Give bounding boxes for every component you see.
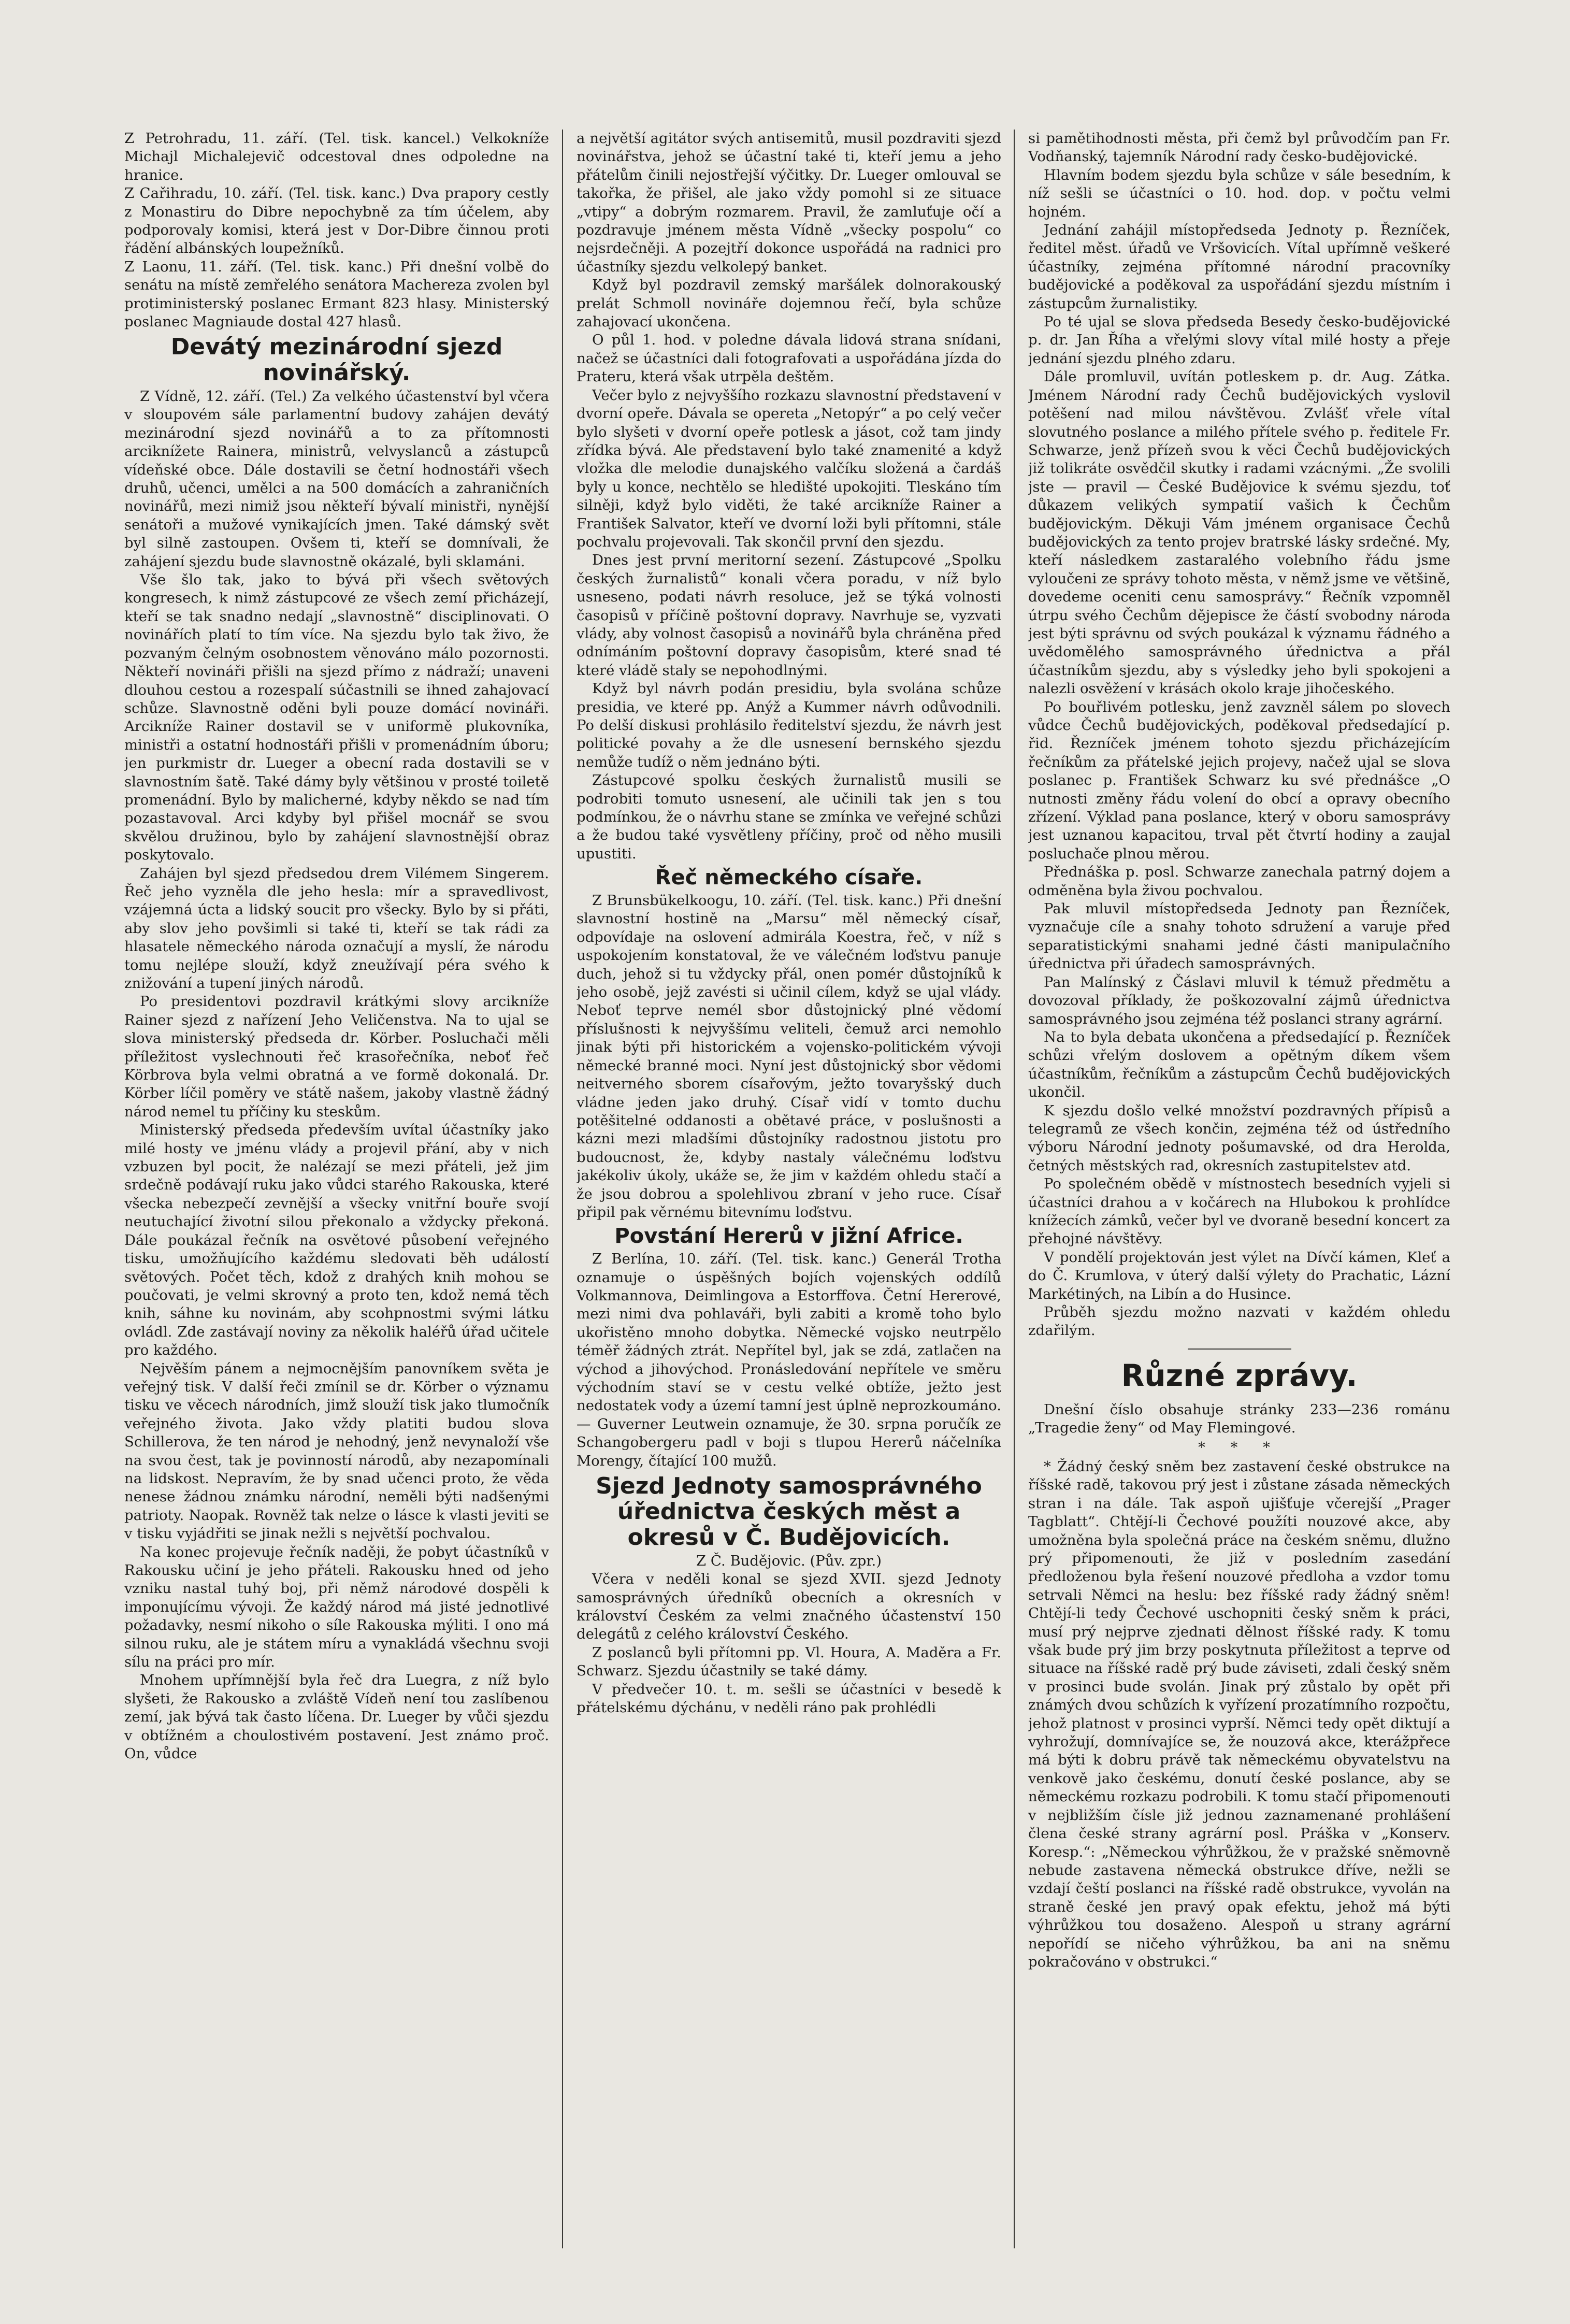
column-2 [577, 130, 1001, 2264]
article-paragraph: a největší agitátor svých antisemitů, musil pozdraviti sjezd novinářstva, jehož se účastní také ti, kteří jemu a jeho přátelům činili nejostřejší výčitky. Dr. Lueger omlouval se takořka, že přišel, ale jako vždy pomohl si ze situace „vtipy“ a dobrým rozmarem. Pravil, že zamluťuje očí a pozdravuje jménem města Vídně „všecky pospolu“ co nejsrdečněji. A pozejtří dokonce uspořádá na radnici pro účastníky sjezdu velkolepý banket. [577, 130, 1001, 275]
news-item: Z Cařihradu, 10. září. (Tel. tisk. kanc.) Dva prapory cestly z Monastiru do Dibre nepochybně za tím účelem, aby podporovaly komisi, která jest v Dor-Dibre činnou proti řádění albánských loupežníků. [124, 185, 549, 257]
article-paragraph: Večer bylo z nejvyššího rozkazu slavnostní představení v dvorní opeře. Dávala se opereta „Netopýr“ a po celý večer bylo slyšeti v dvorní opeře potlesk a jásot, což tam jindy zřídka bývá. Ale představení bylo také znamenité a když vložka dle melodie dunajského valčíku složená a čardáš byly u konce, nechtělo se hledišté upokojiti. Tleskáno tím silněji, když bylo viděti, že také arcikníže Rainer a František Salvator, kteří ve dvorní loži byli přítomni, stále pochvalu projevovali. Tak skončil první den sjezdu. [577, 386, 1001, 550]
article-paragraph: Na konec projevuje řečník naději, že pobyt účastníků v Rakousku učiní je jeho přáteli. Rakousku hned od jeho vzniku nastal tuhý boj, při němž národové dospěli k imponujícímu vývoji. Že každý národ má jisté jednotlivé požadavky, nesmí nikoho o síle Rakouska mýliti. I ono má silnou ruku, ale je státem míru a vynakládá všechnu svoji sílu na práci pro mír. [124, 1543, 549, 1671]
column-3 [1028, 130, 1450, 2264]
section-divider [1188, 1349, 1291, 1350]
article-paragraph: Zahájen byl sjezd předsedou drem Vilémem Singerem. Řeč jeho vyzněla dle jeho hesla: mír a spravedlivost, vzájemná úcta a lidský soucit pro všecky. Bylo by si přáti, aby slov jeho povšimli si také ti, kteří se tak rádi za hlasatele německého národa označují a myslí, že národu tomu nejlépe slouží, když zneužívají péra svého k znižování a tupení jiných národů. [124, 865, 549, 992]
heading-emperor-speech: Řeč německého císaře. [655, 866, 923, 890]
article-paragraph: Po té ujal se slova předseda Besedy česko-budějovické p. dr. Jan Říha a vřelými slovy vítal milé hosty a přeje jednání sjezdu plného zdaru. [1028, 313, 1450, 367]
article-paragraph: * Žádný český sněm bez zastavení české obstrukce na říšské radě, takovou prý jest i zůstane zásada německých stran i na dále. Tak aspoň ujišťuje včerejší „Prager Tagblatt“. Chtějí-li Čechové použíti nouzové akce, aby umožněna byla společná práce na českém sněmu, dlužno prý připomenouti, že již v posledním zasedání předloženou byla řešení nouzové předloha a vzdor tomu setrvali Němci na heslu: bez říšské rady žádný sněm! Chtějí-li tedy Čechové uschopniti český sněm k práci, musí prý nejprve zjednati dělnost říšské rady. K tomu však bude prý jim brzy poskytnuta příležitost a teprve od situace na říšské radě prý bude záviseti, zdali český sněm v prosinci bude svolán. Jinak prý zůstalo by opět při známých dvou schůzích k vyřízení prozatímního rozpočtu, jehož platnost v prosinci vyprší. Němci tedy opět diktují a vyhrožují, domnívajíce se, že nouzová akce, kterážpřece má býti k dobru právě tak německému obyvatelstvu na venkově jako českému, donutí české poslance, aby se německému rozkazu podrobili. K tomu stačí připomenouti v nejbližším čísle již jednou zaznamenané prohlášení člena české strany agrární posl. Práška v „Konserv. Koresp.“: „Německou výhrůžkou, že v pražské sněmovně nebude zastavena německá obstrukce dříve, nežli se vzdají čeští poslanci na říšské radě obstrukce, vyvolán na straně české jen pravý opak efektu, jehož má býti výhrůžkou tou dosaženo. Alespoň u strany agrární nepořídí se ničeho výhrůžkou, ba ani na sněmu pokračováno v obstrukci.“ [1028, 1458, 1450, 1970]
article-paragraph: Mnohem upřímnější byla řeč dra Luegra, z níž bylo slyšeti, že Rakousko a zvláště Vídeň není tou zaslíbenou zemí, jak bývá tak často líčena. Dr. Lueger by vůči sjezdu v obtížném a choulostivém postavení. Jest známo proč. On, vůdce [124, 1672, 549, 1762]
article-paragraph: Průběh sjezdu možno nazvati v každém ohledu zdařilým. [1028, 1304, 1450, 1339]
column-divider [1014, 130, 1015, 2248]
article-paragraph: O půl 1. hod. v poledne dávala lidová strana snídani, načež se účastníci dali fotografovati a uspořádána jízda do Prateru, která však utrpěla deštěm. [577, 332, 1001, 385]
article-paragraph: Vše šlo tak, jako to bývá při všech světových kongresech, k nimž zástupcové ze všech zemí přicházejí, kteří se tak snadno nedají „slavnostně“ disciplinovati. O novinářích platí to tím více. Na sjezdu bylo tak živo, že pozvaným čelným osobnostem věnováno málo pozornosti. Někteří novináři přišli na sjezd přímo z nádraží; unaveni dlouhou cestou a rozespalí súčastnili se ihned zahajovací schůze. Slavnostně oděni byli pouze domácí novináři. Arcikníže Rainer dostavil se v uniformě plukovníka, ministři a ostatní hodnostáři přišli v promenádním úboru; jen purkmistr dr. Lueger a obecní rada dostavili se v slavnostním šatě. Také dámy byly většinou v prosté toiletě promenádní. Bylo by malicherné, kdyby někdo se nad tím pozastavoval. Arci kdyby byl přišel mocnář se svou skvělou družinou, bylo by zahájení slavnostnější obraz poskytovalo. [124, 571, 549, 864]
column-divider [562, 130, 563, 2248]
newspaper-page [124, 130, 1450, 2264]
article-paragraph: Z Brunsbükelkoogu, 10. září. (Tel. tisk. kanc.) Při dnešní slavnostní hostině na „Marsu“ měl německý císař, odpovídaje na oslovení admirála Koestra, řeč, v níž s uspokojením konstatoval, že ve válečném loďstvu panuje duch, jehož si tu vždycky přál, onen pomér důstojníků k jeho osobě, jejž zavésti si učinil cílem, když se ujal vlády. Neboť teprve nemél sbor důstojnický plné vědomí příslušnosti k nejvyššímu veliteli, čemuž arci nemohlo jinak býti při historickém a vojensko-politickém vývoji německé branné moci. Nyní jest důstojnický sbor vědomi neitverného sborem císařovým, ježto tovaryšský duch vládne jeden jako druhý. Císař vidí v tomto duchu potěšitelné oddanosti a obětavé práce, v poslušnosti a kázni mezi mladšími důstojníky radostnou jistotu pro budoucnost, že, kdyby nastaly válečnému loďstvu jakékoliv úkoly, ukáže se, že jim v každém ohledu stačí a že jsou dobrou a spolehlivou zbraní v jeho ruce. Císař připil pak věrnému bitevnímu loďstvu. [577, 892, 1001, 1221]
news-item: Z Laonu, 11. září. (Tel. tisk. kanc.) Při dnešní volbě do senátu na místě zemřelého senátora Machereza zvolen byl protiministerský poslanec Ermant 823 hlasy. Ministerský poslanec Magniaude dostal 427 hlasů. [124, 258, 549, 331]
article-paragraph: Z poslanců byli přítomni pp. Vl. Houra, A. Maděra a Fr. Schwarz. Sjezdu účastnily se také dámy. [577, 1644, 1001, 1680]
news-item: Z Petrohradu, 11. září. (Tel. tisk. kancel.) Velkokníže Michajl Michalejevič odcestoval dnes odpoledne na hranice. [124, 130, 549, 183]
article-paragraph: Pak mluvil místopředseda Jednoty pan Řezníček, vyznačuje cíle a snahy tohoto sdružení a varuje před separatistickými snahami jedné části manipulačního úřednictva při úřadech samosprávných. [1028, 900, 1450, 972]
article-paragraph: Dnešní číslo obsahuje stránky 233—236 románu „Tragedie ženy“ od May Flemingové. [1028, 1401, 1450, 1437]
article-paragraph: si pamětihodnosti města, při čemž byl průvodčím pan Fr. Vodňanský, tajemník Národní rady česko-budějovické. [1028, 130, 1450, 165]
article-paragraph: V pondělí projektován jest výlet na Dívčí kámen, Kleť a do Č. Krumlova, v úterý další výlety do Prachatic, Lázní Markétiných, na Libín a do Husince. [1028, 1249, 1450, 1302]
article-paragraph: Z Vídně, 12. září. (Tel.) Za velkého účastenství byl včera v sloupovém sále parlamentní budovy zahájen devátý mezinárodní sjezd novinářů a to za přítomnosti arciknížete Rainera, ministrů, velvyslanců a zástupců vídeňské obce. Dále dostavili se četní hodnostáři všech druhů, učenci, umělci a na 500 domácích a zahraničních novinářů, mezi nimiž jsou někteří bývalí ministři, nynější senátoři a mužové vynikajících jmen. Také dámský svět byl silně zastoupen. Ovšem ti, kteří se domnívali, že zahájení sjezdu bude slavnostně okázalé, byli sklamáni. [124, 388, 549, 570]
article-byline: Z Č. Budějovic. (Pův. zpr.) [696, 1552, 882, 1569]
heading-officials-congress: Sjezd Jednoty samosprávného úřednictva českých měst a okresů v Č. Budějovicích. [596, 1473, 982, 1551]
article-paragraph: Ministerský předseda především uvítal účastníky jako milé hosty ve jménu vlády a projevil přání, aby v nich vzbuzen byl pocit, že nalézají se mezi přáteli, jež jim srdečně podávají ruku jako vůdci starého Rakouska, které všecka nebezpečí zevnější a všecky vnitřní bouře svojí neutuchající životní silou překonalo a vždycky překoná. Dále poukázal řečník na osvětové působení veřejného tisku, umožňujícího každému sledovati běh událostí světových. Počet těch, kdož z drahých knih mohou se poučovati, je velmi skrovný a proto ten, kdož nemá těch knih, sáhne ku novinám, aby scohpnostmi svými látku ovládl. Zde zastávají noviny za několik haléřů úřad učitele pro každého. [124, 1122, 549, 1359]
article-paragraph: Pan Malínský z Čáslavi mluvil k témuž předmětu a dovozoval příklady, že poškozovalní zájmů úřednictva samosprávného jsou zejména též poslanci strany agrární. [1028, 973, 1450, 1027]
article-paragraph: Když byl návrh podán presidiu, byla svolána schůze presidia, ve které pp. Anýž a Kummer návrh odůvodnili. Po delší diskusi prohlásilo ředitelství sjezdu, že návrh jest politické povahy a že dle usnesení bernského sjezdu nemůže tudíž o něm jednáno býti. [577, 680, 1001, 770]
article-paragraph: Přednáška p. posl. Schwarze zanechala patrný dojem a odměněna byla živou pochvalou. [1028, 864, 1450, 899]
article-paragraph: Dále promluvil, uvítán potleskem p. dr. Aug. Zátka. Jménem Národní rady Čechů budějovických vyslovil potěšení nad milou návštěvou. Zvlášť vřele vítal slovutného poslance a milého přítele svého p. ředitele Fr. Schwarze, jenž přízeň svou k věci Čechů budějovických již tolikráte osvědčil skutky i radami vzácnými. „Že svolili jste — pravil — České Budějovice k svému sjezdu, toť důkazem velikých sympatií vašich k Čechům budějovickým. Děkuji Vám jménem organisace Čechů budějovických za tento projev bratrské lásky srdečné. My, kteří následkem zastaralého volebního řádu jsme vyloučeni ze správy tohoto města, v němž jsme ve většině, dovedeme oceniti cenu samosprávy.“ Řečník vzpomněl útrpu svého Čechům dějepisce že částí svobodny národa jest býti správnu od svých poukázal k významu řádného a uvědomělého samosprávného úřednictva a přál účastníkům sjezdu, aby s výsledky jeho byli spokojeni a nalezli osvěžení v krásách okolo kraje jihočeského. [1028, 368, 1450, 697]
heading-herero-uprising: Povstání Hererů v jižní Africe. [614, 1224, 963, 1249]
article-paragraph: Hlavním bodem sjezdu byla schůze v sále besedním, k níž sešli se účastníci o 10. hod. dop. v počtu velmi hojném. [1028, 166, 1450, 220]
article-paragraph: Dnes jest první meritorní sezení. Zástupcové „Spolku českých žurnalistů“ konali včera poradu, v níž bylo usneseno, podati návrh resoluce, jež se týká volnosti časopisů v příčině poštovní dopravy. Navrhuje se, vyzvati vlády, aby volnost časopisů a novinářů byla chráněna před odnímáním poštovní dopravy časopisům, které snad té které vládě staly se nepohodlnými. [577, 552, 1001, 679]
article-paragraph: Zástupcové spolku českých žurnalistů musili se podrobiti tomuto usnesení, ale učinili tak jen s tou podmínkou, že o návrhu stane se zmínka ve veřejné schůzi a že budou také vysvětleny příčiny, proč od něho musili upustiti. [577, 772, 1001, 862]
article-paragraph: Jednání zahájil místopředseda Jednoty p. Řezníček, ředitel měst. úřadů ve Vršovicích. Vítal upřímně veškeré účastníky, zejména přítomné národní pracovníky budějovické a poděkoval za uspořádání sjezdu místním i zástupcům žurnalistiky. [1028, 222, 1450, 312]
article-paragraph: Na to byla debata ukončena a předsedající p. Řezníček schůzi vřelým doslovem a opětným díkem všem účastníkům, řečníkům a zástupcům Čechů budějovických ukončil. [1028, 1028, 1450, 1101]
article-paragraph: K sjezdu došlo velké množství pozdravných přípisů a telegramů ze všech končin, zejména též od ústředního výboru Národní jednoty pošumavské, od dra Herolda, četných městských rad, okresních zastupitelstev atd. [1028, 1102, 1450, 1174]
column-1 [124, 130, 549, 2264]
article-paragraph: Po bouřlivém potlesku, jenž zavzněl sálem po slovech vůdce Čechů budějovických, poděkoval předsedající p. řid. Řezníček jménem tohoto sjezdu přicházejícím řečníkům za přátelské jejich projevy, načež ujal se slova poslanec p. František Schwarz ku své přednášce „O nutnosti změny řádu volení do obcí a opravy obecního zřízení. Výklad pana poslance, který v oboru samosprávy jest uznanou kapacitou, trval pět čtvrtí hodiny a zaujal posluchače plnou měrou. [1028, 698, 1450, 862]
heading-various-news: Různé zprávy. [1121, 1357, 1358, 1393]
article-paragraph: V předvečer 10. t. m. sešli se účastníci v besedě k přátelskému dýchánu, v neděli ráno pak prohlédli [577, 1681, 1001, 1716]
heading-journalist-congress: Devátý mezinárodní sjezd novinářský. [170, 334, 503, 386]
article-paragraph: Když byl pozdravil zemský maršálek dolnorakouský prelát Schmoll novináře dojemnou řečí, byla schůze zahajovací ukončena. [577, 277, 1001, 331]
article-paragraph: Z Berlína, 10. září. (Tel. tisk. kanc.) Generál Trotha oznamuje o úspěšných bojích vojenských oddílů Volkmannova, Deimlingova a Estorffova. Četní Hererové, mezi nimi dva pohlaváři, byli zabiti a kromě toho bylo ukořistěno mnoho dobytka. Německé vojsko neutrpělo téměř žádných ztrát. Nepřítel byl, jak se zdá, zatlačen na východ a jihovýchod. Pronásledování nepřítele ve směru východním staví se v cestu velké obtíže, ježto jest nedostatek vody a území tamní jest úplně neprozkoumáno. — Guverner Leutwein oznamuje, že 30. srpna poručík ze Schangobergeru padl v boji s tlupou Hererů náčelníka Morengy, čítající 100 mužů. [577, 1251, 1001, 1469]
article-paragraph: Včera v neděli konal se sjezd XVII. sjezd Jednoty samosprávných úředníků obecních a okresních v království Českém za velmi značného účastenství 150 delegátů z celého království Českého. [577, 1571, 1001, 1643]
article-paragraph: Po presidentovi pozdravil krátkými slovy arcikníže Rainer sjezd z nařízení Jeho Veličenstva. Na to ujal se slova ministerský předseda dr. Körber. Posluchači měli příležitost vyslechnouti řeč krasořečníka, neboť řeč Körbrova byla velmi obratná a ve formě dokonalá. Dr. Körber líčil poměry ve státě našem, jakoby vlastně žádný národ nemel tu příčiny ku steskům. [124, 993, 549, 1120]
article-paragraph: Nejvěším pánem a nejmocnějším panovníkem světa je veřejný tisk. V další řeči zmínil se dr. Körber o významu tisku ve věcech národních, jimž slouží tisk jako tlumočník veřejného života. Jako vždy platiti budou slova Schillerova, že ten národ je nehodný, jenž nevynaloží vše na svou čest, tak je povinností národů, aby nezapomínali na lidskost. Nepravím, že by snad učenci proto, že věda nenese žádnou známku národní, neměli býti nadšenými patrioty. Naopak. Rovněž tak nelze o lásce k vlasti jeviti se v tisku vyjádřiti se jinak nežli s největší pochvalou. [124, 1360, 549, 1542]
asterism: * * * [1198, 1439, 1280, 1456]
article-paragraph: Po společném obědě v místnostech besedních vyjeli si účastníci drahou a v kočárech na Hlubokou k prohlídce knížecích zámků, večer byl ve dvoraně besední koncert za přehojné návštěvy. [1028, 1175, 1450, 1247]
